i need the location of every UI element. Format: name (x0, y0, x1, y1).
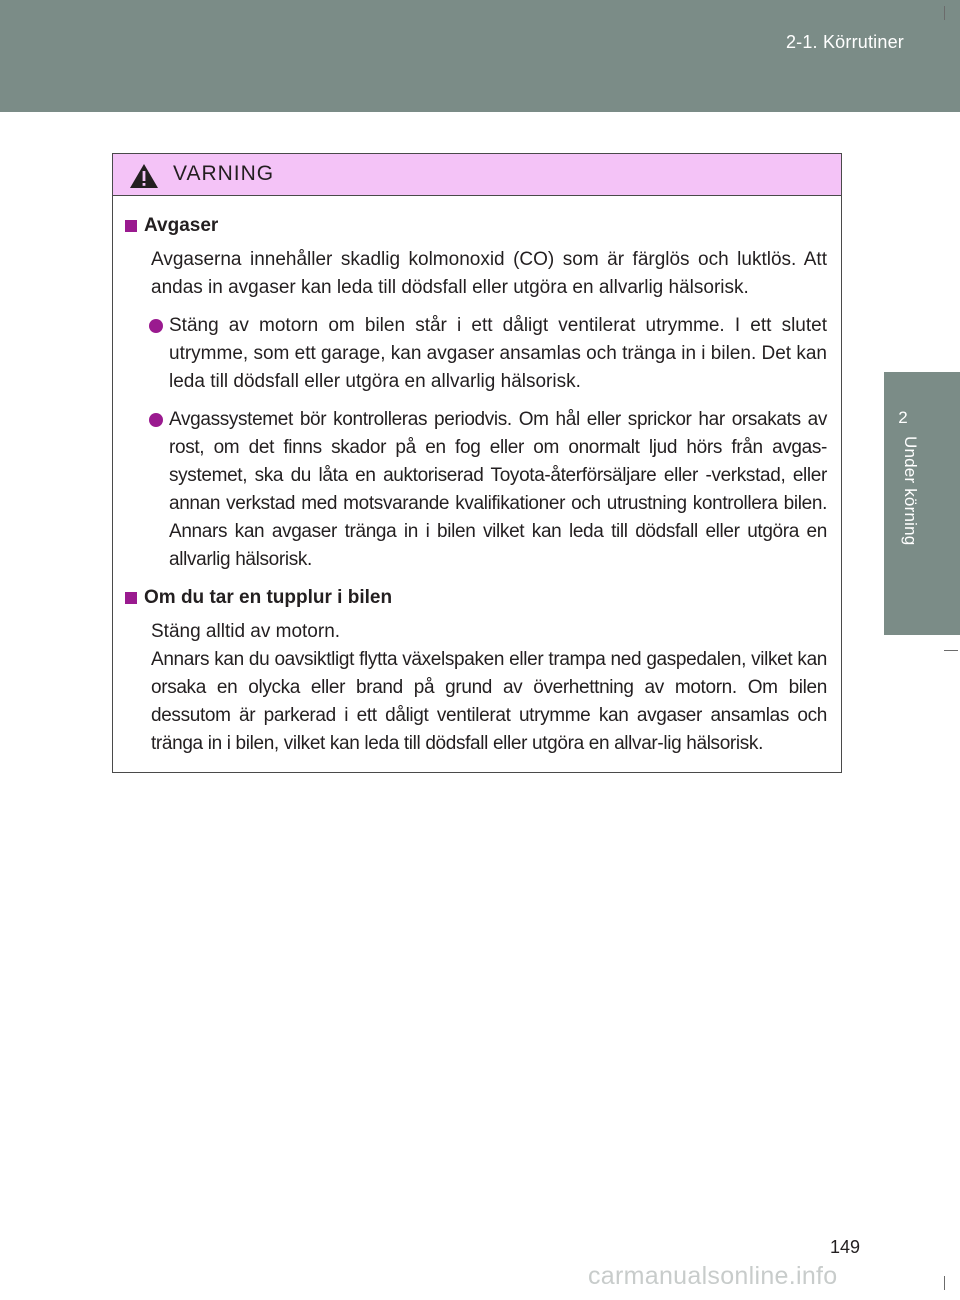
list-item (169, 312, 827, 396)
section-heading-text: Om du tar en tupplur i bilen (144, 587, 393, 608)
header-band (0, 0, 960, 112)
page-number: 149 (830, 1237, 861, 1257)
watermark-link[interactable]: carmanualsonline.info (588, 1262, 838, 1290)
list-item-text: Avgassystemet bör kontrolleras periodvis. Om hål eller sprickor har orsakats av rost, om det finns skador på en fog eller om onormalt ljud hörs från avgas-systemet, ska du låta en auktoriserad Toyota-återförsäljare eller -verkstad, eller annan verkstad med motsvarande kvalifikationer och utrustning kontrollera bilen. Annars kan avgaser tränga in i bilen vilket kan leda till dödsfall eller utgöra en allvarlig hälsorisk. (169, 409, 827, 570)
chapter-number: 2 (898, 408, 908, 427)
round-bullet-icon (149, 413, 163, 427)
exhaust-intro: Avgaserna innehåller skadlig kolmonoxid (CO) som är färglös och luktlös. Att andas in avgaser kan leda till dödsfall eller utgöra en allvarlig hälsorisk. (151, 249, 827, 298)
warning-box (112, 153, 842, 773)
chapter-tab (884, 372, 960, 635)
square-bullet-icon (125, 592, 137, 604)
section-heading-text: Avgaser (144, 215, 219, 236)
crop-mark (944, 1276, 945, 1290)
nap-line-2: Annars kan du oavsiktligt flytta växelspaken eller trampa ned gaspedalen, vilket kan orsaka en olycka eller brand på grund av överhettning av motorn. Om bilen dessutom är parkerad i ett dåligt ventilerat utrymme kan avgaser ansamlas och tränga in i bilen, vilket kan leda till dödsfall eller utgöra en allvar-lig hälsorisk. (151, 649, 827, 754)
warning-triangle-icon (129, 163, 159, 189)
round-bullet-icon (149, 319, 163, 333)
nap-line-1: Stäng alltid av motorn. (151, 621, 341, 642)
list-item (169, 406, 827, 574)
section-heading-nap (125, 584, 827, 612)
warning-header (113, 154, 841, 196)
list-item-text: Stäng av motorn om bilen står i ett dåligt ventilerat utrymme. I ett slutet utrymme, som ett garage, kan avgaser ansamlas och tränga in i bilen. Det kan leda till dödsfall eller utgöra en allvarlig hälsorisk. (169, 315, 827, 392)
crop-mark (944, 6, 945, 20)
warning-title: VARNING (173, 162, 275, 185)
square-bullet-icon (125, 220, 137, 232)
chapter-label: Under körning (901, 436, 920, 546)
warning-body (113, 196, 841, 758)
section-title: 2-1. Körrutiner (785, 32, 904, 52)
section-heading-exhaust (125, 212, 827, 240)
crop-mark (944, 650, 958, 651)
